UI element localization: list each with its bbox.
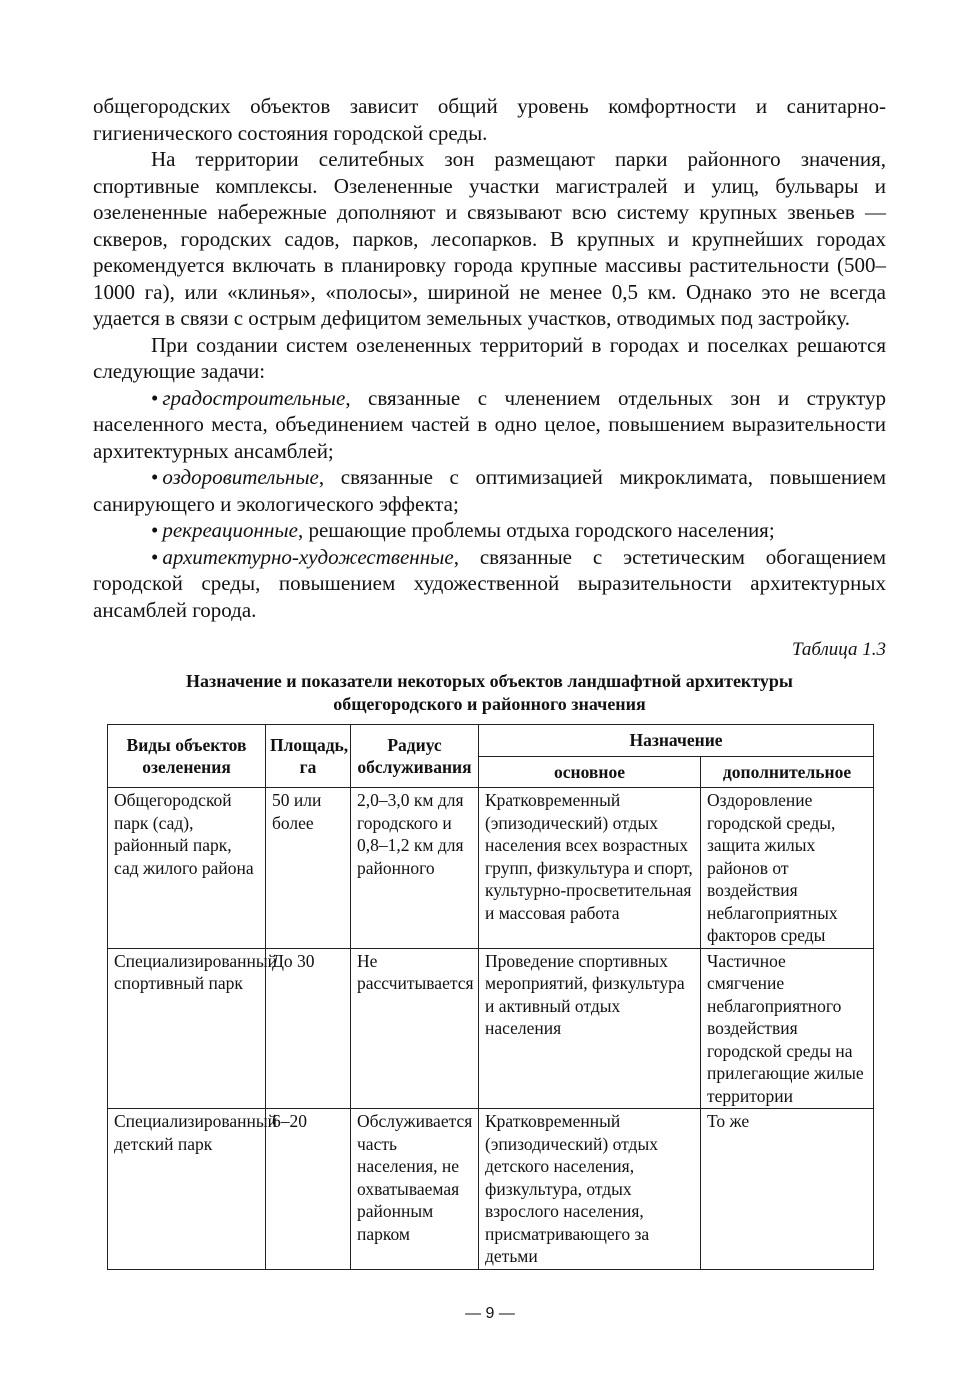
header-area: Площадь, га (266, 725, 351, 788)
list-item-text: , связанные с оптимизацией микроклимата, повышением санирующего и экологического эффекта; (93, 465, 886, 516)
bullet-icon: • (151, 518, 159, 542)
table-number: Таблица 1.3 (792, 639, 886, 660)
table-title-line-1: Назначение и показатели некоторых объектов ландшафтной архитектуры (186, 671, 793, 691)
cell-area: 6–20 (266, 1109, 351, 1270)
header-radius: Радиус обслуживания (351, 725, 479, 788)
bullet-icon: • (151, 465, 159, 489)
list-item (93, 385, 886, 465)
paragraph-3: При создании систем озелененных территорий в городах и поселках решаются следующие задачи: (93, 332, 886, 383)
table-row (108, 948, 874, 1109)
list-item-term: оздоровительные (162, 465, 319, 489)
cell-type: Общегородской парк (сад), районный парк, сад жилого района (108, 788, 266, 949)
bullet-icon: • (151, 385, 159, 410)
cell-radius: 2,0–3,0 км для городского и 0,8–1,2 км для районного (351, 788, 479, 949)
cell-extra: Оздоровление городской среды, защита жилых районов от воздействия неблагоприятных факторов среды (701, 788, 874, 949)
cell-radius: Не рассчитывается (351, 948, 479, 1109)
header-purpose: Назначение (479, 725, 874, 757)
list-item-text: , решающие проблемы отдыха городского населения; (297, 518, 775, 542)
cell-type: Специализированный детский парк (108, 1109, 266, 1270)
cell-main: Проведение спортивных мероприятий, физкультура и активный отдых населения (479, 948, 701, 1109)
table-header-row (108, 725, 874, 757)
table-row (108, 788, 874, 949)
list-item (93, 517, 886, 544)
table-title-line-2: общегородского и районного значения (333, 694, 646, 714)
landscape-objects-table (107, 724, 874, 1270)
header-extra: дополнительное (701, 756, 874, 788)
cell-radius: Обслуживается часть населения, не охватываемая районным парком (351, 1109, 479, 1270)
header-types: Виды объектов озеленения (108, 725, 266, 788)
paragraph-2: На территории селитебных зон размещают парки районного значения, спортивные комплексы. Озелененные участки магистралей и улиц, бульвары и озелененные набережные дополняют и связывают всю систему крупных звеньев — скверов, городских садов, парков, лесопарков. В крупных и крупнейших городах рекомендуется включать в планировку города крупные массивы растительности (500–1000 га), или «клинья», «полосы», шириной не менее 0,5 км. Однако это не всегда удается в связи с острым дефицитом земельных участков, отводимых под застройку. (93, 147, 886, 330)
page-content (93, 93, 886, 1270)
cell-extra: Частичное смягчение неблагоприятного воздействия городской среды на прилегающие жилые территории (701, 948, 874, 1109)
table-row (108, 1109, 874, 1270)
cell-extra: То же (701, 1109, 874, 1270)
header-main: основное (479, 756, 701, 788)
paragraph-1: общегородских объектов зависит общий уровень комфортности и санитарно-гигиенического состояния городской среды. (93, 94, 886, 145)
list-item-term: градостроительные (162, 385, 346, 410)
cell-area: До 30 (266, 948, 351, 1109)
list-item (93, 544, 886, 624)
cell-area: 50 или более (266, 788, 351, 949)
list-item-text: , связанные с членением отдельных зон и структур населенного места, объединением частей в одно целое, повышением выразительности архитектурных ансамблей; (93, 385, 886, 463)
list-item-term: архитектурно-художественные (162, 544, 454, 569)
list-item-text: , связанные с эстетическим обогащением городской среды, повышением художественной выразительности архитектурных ансамблей города. (93, 544, 886, 622)
list-item-term: рекреационные (162, 518, 298, 542)
cell-type: Специализированный спортивный парк (108, 948, 266, 1109)
bullet-icon: • (151, 544, 159, 569)
list-item (93, 464, 886, 517)
cell-main: Кратковременный (эпизодический) отдых детского населения, физкультура, отдых взрослого населения, присматривающего за детьми (479, 1109, 701, 1270)
cell-main: Кратковременный (эпизодический) отдых населения всех возрастных групп, физкультура и спорт, культурно-просветительная и массовая работа (479, 788, 701, 949)
page-number: — 9 — (465, 1305, 515, 1322)
table-title (93, 670, 886, 716)
